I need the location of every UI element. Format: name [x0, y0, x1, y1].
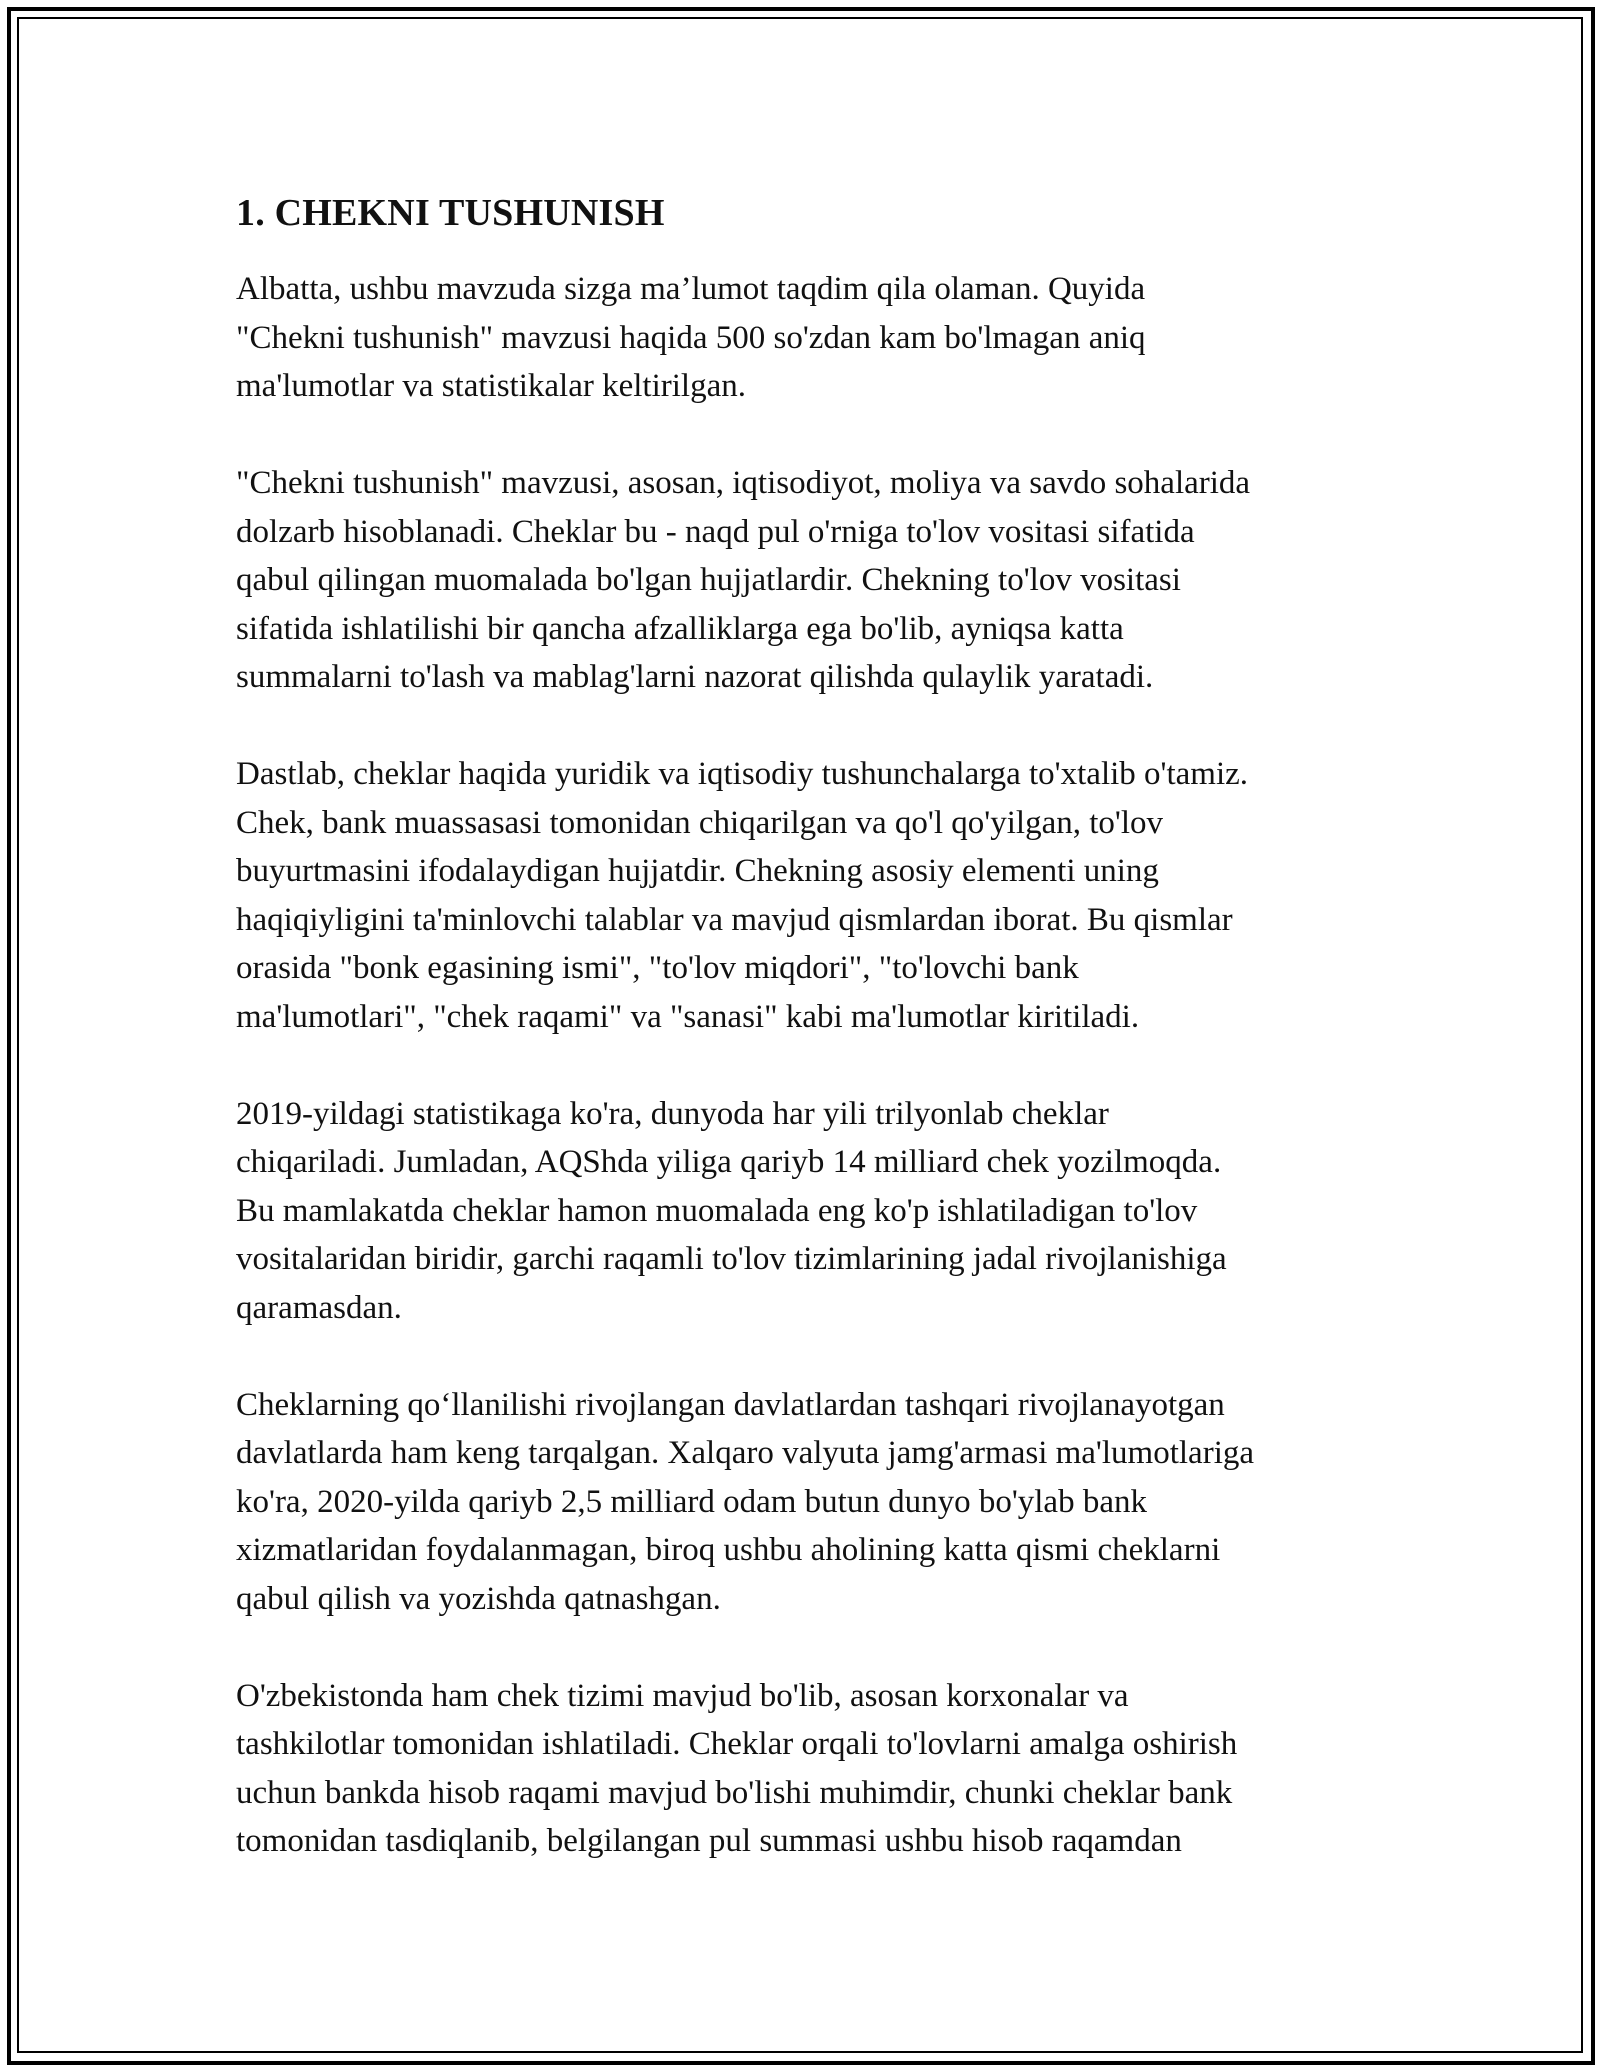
section-heading: 1. CHEKNI TUSHUNISH [236, 192, 665, 234]
paragraph-uzbekistan: O'zbekistonda ham chek tizimi mavjud bo'lib, asosan korxonalar va tashkilotlar tomonidan ishlatiladi. Cheklar orqali to'lovlarni amalga oshirish uchun bankda hisob raqami mavjud bo'lishi muhimdir, chunki cheklar bank tomonidan tasdiqlanib, belgilangan pul summasi ushbu hisob raqamdan [236, 1677, 1238, 1859]
paragraph-definition: "Chekni tushunish" mavzusi, asosan, iqtisodiyot, moliya va savdo sohalarida dolzarb hisoblanadi. Cheklar bu - naqd pul o'rniga to'lov vositasi sifatida qabul qilingan muomalada bo'lgan hujjatlardir. Chekning to'lov vositasi sifatida ishlatilishi bir qancha afzalliklarga ega bo'lib, ayniqsa katta summalarni to'lash va mablag'larni nazorat qilishda qulaylik yaratadi. [236, 465, 1251, 695]
paragraph-intro: Albatta, ushbu mavzuda sizga ma’lumot taqdim qila olaman. Quyida "Chekni tushunish" mavzusi haqida 500 so'zdan kam bo'lmagan aniq ma'lumotlar va statistikalar keltirilgan. [236, 271, 1146, 404]
paragraph-legal-concepts: Dastlab, cheklar haqida yuridik va iqtisodiy tushunchalarga to'xtalib o'tamiz. Chek, bank muassasasi tomonidan chiqarilgan va qo'l qo'yilgan, to'lov buyurtmasini ifodalaydigan hujjatdir. Chekning asosiy elementi uning haqiqiyligini ta'minlovchi talablar va mavjud qismlardan iborat. Bu qismlar orasida "bonk egasining ismi", "to'lov miqdori", "to'lovchi bank ma'lumotlari", "chek raqami" va "sanasi" kabi ma'lumotlar kiritiladi. [236, 756, 1249, 1035]
paragraph-statistics-2019: 2019-yildagi statistikaga ko'ra, dunyoda har yili trilyonlab cheklar chiqariladi. Jumladan, AQShda yiliga qariyb 14 milliard chek yozilmoqda. Bu mamlakatda cheklar hamon muomalada eng ko'p ishlatiladigan to'lov vositalaridan biridir, garchi raqamli to'lov tizimlarining jadal rivojlanishiga qaramasdan. [236, 1095, 1227, 1326]
document-body [236, 185, 1376, 1914]
paragraph-developing-countries: Cheklarning qo‘llanilishi rivojlangan davlatlardan tashqari rivojlanayotgan davlatlarda ham keng tarqalgan. Xalqaro valyuta jamg'armasi ma'lumotlariga ko'ra, 2020-yilda qariyb 2,5 milliard odam butun dunyo bo'ylab bank xizmatlaridan foydalanmagan, biroq ushbu aholining katta qismi cheklarni qabul qilish va yozishda qatnashgan. [236, 1386, 1255, 1617]
